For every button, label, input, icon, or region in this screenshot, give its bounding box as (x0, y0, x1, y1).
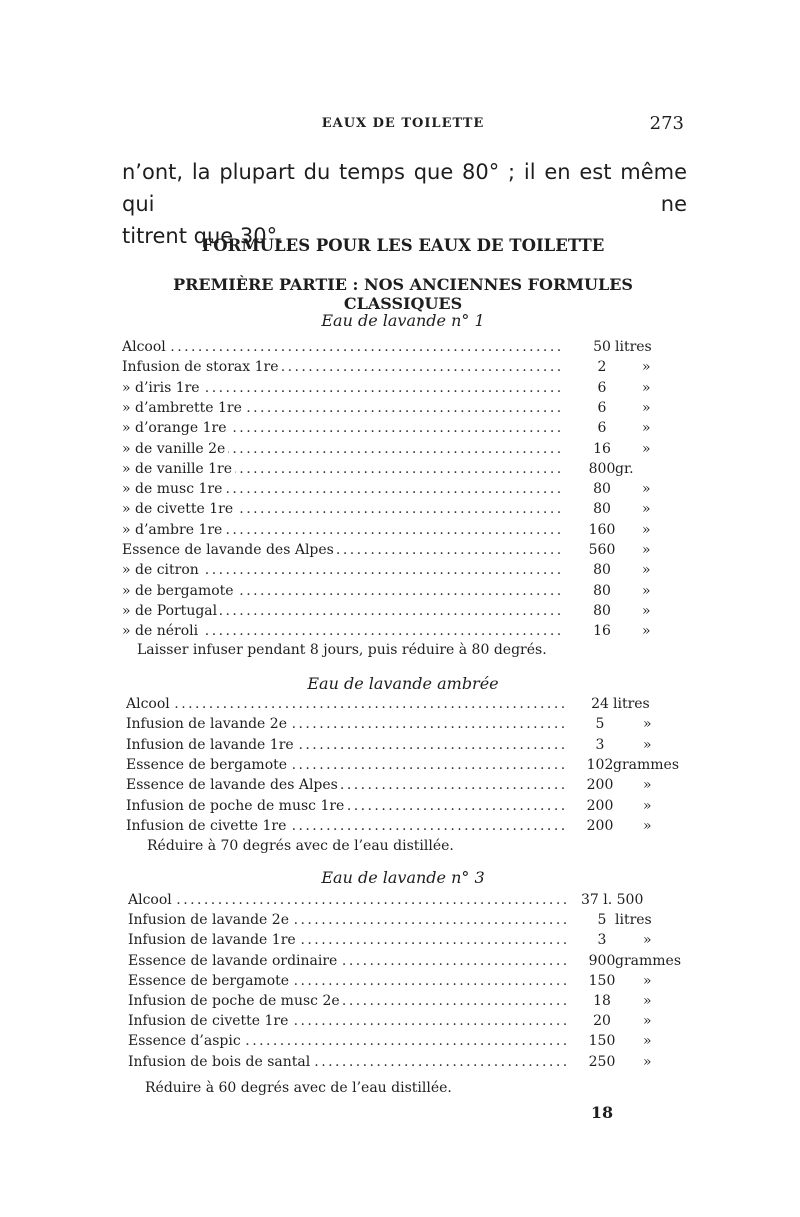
ingredient-unit: » (643, 716, 652, 733)
ingredient-label (126, 818, 565, 834)
ingredient-label (126, 757, 565, 773)
ingredient-label-text: Infusion de lavande 2e (126, 716, 290, 732)
ingredient-label-text: » d’ambre 1re (122, 522, 225, 538)
ingredient-label (122, 420, 565, 436)
ingredient-label (122, 623, 565, 639)
ingredient-label-text: Infusion de lavande 1re (126, 737, 297, 753)
ingredient-quantity: 80 (593, 602, 611, 619)
ingredient-unit: litres (615, 339, 652, 355)
ingredient-row (0, 757, 800, 777)
ingredient-label-text: Essence d’aspic (128, 1033, 244, 1049)
ingredient-row (0, 818, 800, 838)
intro-line-1: n’ont, la plupart du temps que 80° ; il en est même qui ne (122, 160, 687, 216)
ingredient-unit: » (642, 542, 651, 558)
ingredient-label-text: Infusion de poche de musc 1re (126, 798, 347, 814)
ingredient-row (0, 912, 800, 932)
ingredient-row (0, 461, 800, 481)
ingredient-label-text: Essence de lavande ordinaire (128, 953, 340, 969)
ingredient-label (122, 461, 565, 477)
ingredient-label (126, 696, 565, 712)
ingredient-quantity: 6 (597, 420, 607, 437)
ingredient-unit: litres (613, 696, 650, 712)
ingredient-unit: gr. (615, 460, 634, 477)
ingredient-label (126, 716, 565, 732)
ingredient-label-text: Essence de lavande des Alpes (126, 777, 341, 793)
ingredient-label-text: » d’orange 1re (122, 420, 230, 436)
ingredient-unit: » (642, 481, 651, 498)
ingredient-row (0, 1033, 800, 1053)
ingredient-quantity: 102 (586, 756, 614, 773)
ingredient-row (0, 716, 800, 736)
ingredient-unit: » (642, 359, 651, 376)
ingredient-label (122, 380, 565, 396)
ingredient-row (0, 562, 800, 582)
ingredient-unit: » (643, 797, 652, 814)
ingredient-unit: » (642, 399, 651, 416)
ingredient-label-text: Infusion de lavande 2e (128, 912, 292, 928)
ingredient-unit: » (643, 972, 652, 989)
ingredient-label (122, 400, 565, 416)
ingredient-quantity: 560 (588, 542, 616, 558)
ingredient-label-text: » d’iris 1re (122, 380, 203, 396)
ingredient-row (0, 1054, 800, 1074)
ingredient-row (0, 737, 800, 757)
recipe-title-3: Eau de lavande n° 3 (321, 868, 485, 887)
ingredient-label-text: Essence de lavande des Alpes (122, 542, 337, 558)
ingredient-row (0, 1013, 800, 1033)
formulas-heading: FORMULES POUR LES EAUX DE TOILETTE (201, 236, 605, 255)
ingredient-label (122, 481, 565, 497)
page-number: 273 (649, 113, 684, 134)
ingredient-unit: » (643, 993, 652, 1009)
ingredient-row (0, 777, 800, 797)
ingredient-label (122, 359, 565, 375)
ingredient-row (0, 339, 800, 359)
ingredient-unit: » (643, 1013, 652, 1030)
ingredient-label-text: Infusion de lavande 1re (128, 932, 299, 948)
ingredient-unit: » (642, 623, 651, 640)
ingredient-label-text: Alcool (128, 892, 175, 908)
ingredient-label (122, 583, 565, 599)
recipe-note-2: Réduire à 70 degrés avec de l’eau distillée. (147, 838, 454, 854)
ingredient-row (0, 380, 800, 400)
ingredient-quantity: 5 (597, 912, 607, 929)
ingredient-label (126, 798, 565, 814)
ingredient-row (0, 583, 800, 603)
ingredient-label (128, 973, 567, 989)
ingredient-unit: » (642, 521, 651, 538)
ingredient-unit: » (642, 420, 651, 437)
ingredient-unit: » (642, 562, 651, 579)
ingredient-quantity: 150 (588, 1033, 616, 1050)
ingredient-unit: » (643, 932, 652, 949)
ingredient-label-text: Essence de bergamote (128, 973, 292, 989)
ingredient-quantity: 16 (593, 623, 611, 640)
ingredient-label (122, 522, 565, 538)
ingredient-label-text: » de vanille 2e (122, 441, 228, 457)
ingredient-quantity: 6 (597, 399, 607, 416)
ingredient-row (0, 892, 800, 912)
ingredient-quantity: 900 (588, 952, 616, 969)
ingredient-label-text: Infusion de civette 1re (128, 1013, 291, 1029)
ingredient-label (122, 501, 565, 517)
ingredient-row (0, 696, 800, 716)
ingredient-quantity: 200 (586, 817, 614, 834)
ingredient-row (0, 441, 800, 461)
ingredient-quantity: 18 (593, 993, 611, 1009)
signature-mark: 18 (590, 1103, 614, 1122)
ingredient-row (0, 420, 800, 440)
ingredient-row (0, 542, 800, 562)
ingredient-quantity: 80 (593, 481, 611, 498)
ingredient-label-text: » de néroli (122, 623, 201, 639)
ingredient-label-text: » de citron (122, 562, 202, 578)
ingredient-quantity: 3 (595, 736, 605, 753)
ingredient-row (0, 501, 800, 521)
ingredient-label (126, 777, 565, 793)
ingredient-label (122, 542, 565, 558)
ingredient-label-text: » d’ambrette 1re (122, 400, 245, 416)
ingredient-unit: grammes (615, 952, 682, 969)
ingredient-unit: » (643, 1053, 652, 1070)
ingredient-row (0, 953, 800, 973)
ingredient-unit: » (642, 501, 651, 518)
part-heading: PREMIÈRE PARTIE : NOS ANCIENNES FORMULES CLASSIQUES (173, 275, 633, 313)
recipe-title-1: Eau de lavande n° 1 (321, 311, 485, 330)
ingredient-quantity: 16 (593, 440, 611, 457)
ingredient-quantity: 5 (595, 716, 605, 733)
ingredient-row (0, 798, 800, 818)
ingredient-label-text: Essence de bergamote (126, 757, 290, 773)
ingredient-quantity: 250 (588, 1053, 616, 1070)
ingredient-label-text: Infusion de poche de musc 2e (128, 993, 343, 1009)
ingredient-label (122, 603, 565, 619)
ingredient-label (122, 441, 565, 457)
ingredient-quantity: 150 (588, 972, 616, 989)
ingredient-label-text: » de musc 1re (122, 481, 225, 497)
ingredient-row (0, 359, 800, 379)
ingredient-quantity: 6 (597, 379, 607, 396)
recipe-note-1: Laisser infuser pendant 8 jours, puis réduire à 80 degrés. (137, 642, 547, 658)
ingredient-unit: grammes (613, 756, 680, 773)
ingredient-label-text: » de vanille 1re (122, 461, 235, 477)
intro-line-2: titrent que 30°. (122, 224, 284, 248)
ingredient-unit: » (642, 582, 651, 599)
ingredient-unit: » (642, 379, 651, 396)
ingredient-label-text: Infusion de storax 1re (122, 359, 282, 375)
ingredient-label (128, 993, 567, 1009)
recipe-title-2: Eau de lavande ambrée (307, 674, 499, 693)
ingredient-unit: » (643, 736, 652, 753)
ingredient-quantity: 20 (593, 1013, 611, 1030)
page-header (122, 113, 684, 138)
ingredient-row (0, 481, 800, 501)
ingredient-unit: » (643, 1033, 652, 1050)
ingredient-quantity: 3 (597, 932, 607, 949)
ingredient-quantity: 80 (593, 501, 611, 518)
ingredient-quantity: 24 (591, 696, 609, 712)
recipe-note-3: Réduire à 60 degrés avec de l’eau distillée. (145, 1080, 452, 1096)
ingredient-quantity: 200 (586, 777, 614, 794)
ingredient-label (122, 562, 565, 578)
ingredient-label-text: Infusion de bois de santal (128, 1054, 313, 1070)
ingredient-label-text: Alcool (126, 696, 173, 712)
ingredient-label (128, 1033, 567, 1049)
ingredient-quantity: 50 (593, 339, 611, 355)
ingredient-label (128, 912, 567, 928)
ingredient-label-text: » de civette 1re (122, 501, 236, 517)
ingredient-label-text: Alcool (122, 339, 169, 355)
ingredient-row (0, 522, 800, 542)
ingredient-label (128, 892, 567, 908)
ingredient-quantity: 800 (588, 460, 616, 477)
ingredient-label-text: » de bergamote (122, 583, 237, 599)
ingredient-label (128, 953, 567, 969)
ingredient-row (0, 400, 800, 420)
ingredient-label (122, 339, 565, 355)
ingredient-row (0, 973, 800, 993)
ingredient-label (128, 932, 567, 948)
running-title: EAUX DE TOILETTE (321, 116, 485, 131)
ingredient-quantity: 80 (593, 562, 611, 579)
ingredient-unit: » (643, 817, 652, 834)
ingredient-label-text: Infusion de civette 1re (126, 818, 289, 834)
ingredient-row (0, 932, 800, 952)
ingredient-quantity: 37 l. 500 (581, 892, 644, 908)
ingredient-quantity: 80 (593, 582, 611, 599)
ingredient-unit: » (642, 440, 651, 457)
ingredient-label (126, 737, 565, 753)
ingredient-unit: » (643, 777, 652, 794)
ingredient-row (0, 623, 800, 643)
ingredient-label (128, 1054, 567, 1070)
ingredient-unit: litres (615, 912, 652, 929)
ingredient-row (0, 993, 800, 1013)
ingredient-quantity: 160 (588, 521, 616, 538)
ingredient-unit: » (642, 602, 651, 619)
ingredient-quantity: 2 (597, 359, 607, 376)
ingredient-row (0, 603, 800, 623)
ingredient-label-text: » de Portugal (122, 603, 220, 619)
ingredient-label (128, 1013, 567, 1029)
ingredient-quantity: 200 (586, 797, 614, 814)
